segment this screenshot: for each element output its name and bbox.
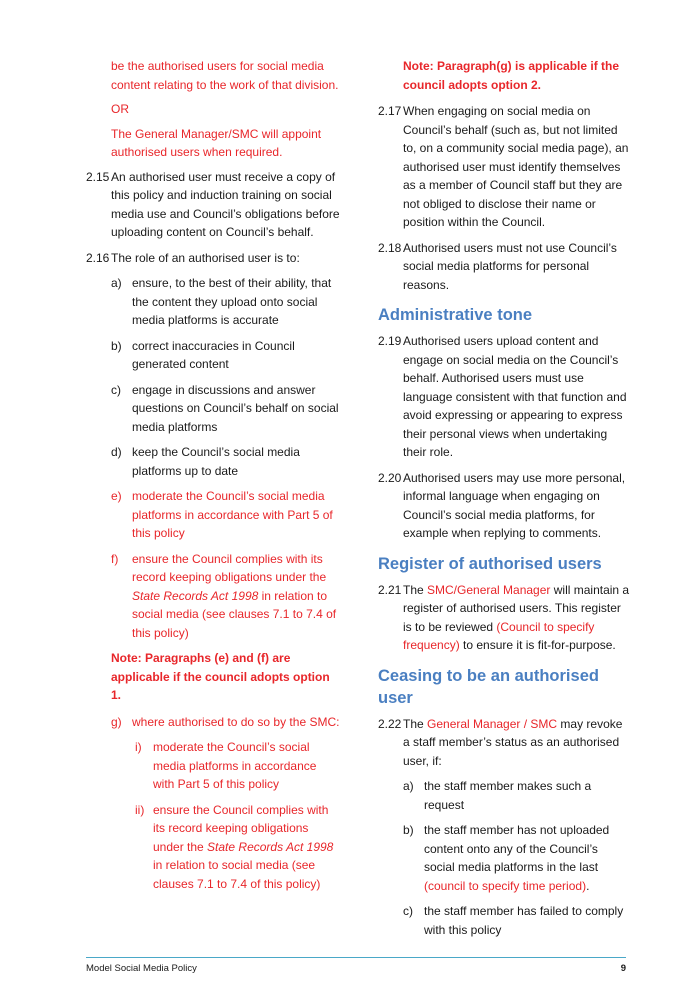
clause-2-15: [86, 168, 341, 242]
item-period-red: (council to specify time period): [424, 878, 587, 893]
clause-text: The role of an authorised user is to:: [111, 250, 300, 265]
page-number: 9: [620, 963, 626, 974]
clause-text: An authorised user must receive a copy of this policy and induction training on social media use and Council’s obligations before uploading content on Council’s behalf.: [111, 169, 340, 239]
item-text: ensure, to the best of their ability, that the content they upload onto social media platforms is accurate: [132, 276, 332, 327]
option-text-2: The General Manager/SMC will appoint authorised users when required.: [111, 126, 322, 159]
list-item-g: [86, 713, 341, 732]
option-text-continued: be the authorised users for social media content relating to the work of that division.: [111, 59, 339, 92]
item-text: moderate the Council’s social media platforms in accordance with Part 5 of this policy: [153, 740, 317, 791]
list-item-g-i: [86, 738, 341, 794]
clause-text: The: [403, 582, 428, 597]
item-text-end: .: [586, 878, 590, 893]
footer-title: Model Social Media Policy: [86, 963, 197, 974]
clause-frequency-red: (Council to specify frequency): [403, 619, 595, 652]
list-item-g-ii: [86, 801, 341, 894]
clause-number: 2.18: [378, 240, 402, 255]
clause-number: 2.15: [86, 169, 110, 184]
clause-number: 2.21: [378, 582, 402, 597]
item-text-end: in relation to social media (see clauses 7.1 to 7.4 of this policy): [132, 588, 337, 640]
clause-text: Authorised users may use more personal, informal language when engaging on Council’s social media platforms, for example when replying to comments.: [403, 470, 626, 540]
note-option-2: Note: Paragraph(g) is applicable if the council adopts option 2.: [403, 59, 620, 92]
list-item-c: [86, 381, 341, 437]
item-letter: a): [403, 779, 414, 793]
note-option-1: Note: Paragraphs (e) and (f) are applicable if the council adopts option 1.: [111, 651, 330, 702]
item-text: the staff member makes such a request: [424, 779, 592, 812]
act-title: State Records Act 1998: [132, 588, 259, 603]
clause-text-end: may revoke a staff member’s status as an authorised user, if:: [403, 716, 623, 768]
item-letter: i): [135, 740, 142, 754]
clause-text: The: [403, 716, 428, 731]
item-text-end: in relation to social media (see clauses 7.1 to 7.4 of this policy): [153, 858, 321, 891]
clause-text: Authorised users must not use Council’s social media platforms for personal reasons.: [403, 240, 617, 292]
clause-text: Authorised users upload content and engage on social media on the Council’s behalf. Authorised users must use language consistent with that function and avoid expressing or appearing to express their personal views when undertaking their role.: [403, 334, 627, 459]
clause-number: 2.20: [378, 470, 402, 485]
option-or: OR: [111, 102, 129, 116]
item-text: ensure the Council complies with its record keeping obligations under the: [153, 802, 329, 854]
list-item-f: [86, 550, 341, 643]
item-letter: f): [111, 551, 119, 566]
clause-text-mid: will maintain a register of authorised users. This register is to be reviewed: [403, 582, 630, 634]
right-column: [378, 57, 630, 946]
list-item-d: [86, 443, 341, 480]
clause-2-18: [378, 239, 630, 295]
clause-role-red: General Manager / SMC: [427, 716, 558, 731]
item-letter: c): [111, 382, 121, 397]
list-item-e: [86, 487, 341, 543]
item-letter: c): [403, 904, 413, 918]
ceasing-item-b: [378, 821, 630, 895]
clause-2-20: [378, 469, 630, 543]
item-text: engage in discussions and answer questions on Council’s behalf on social media platforms: [132, 382, 339, 434]
clause-role-red: SMC/General Manager: [427, 582, 551, 597]
item-letter: d): [111, 445, 122, 459]
item-letter: b): [403, 823, 414, 837]
left-column: [86, 57, 341, 900]
item-text: where authorised to do so by the SMC:: [132, 714, 340, 729]
heading-administrative-tone: Administrative tone: [378, 306, 533, 324]
item-text: the staff member has failed to comply with this policy: [424, 904, 624, 937]
item-letter: b): [111, 338, 122, 353]
clause-2-16: [86, 249, 341, 268]
clause-number: 2.17: [378, 104, 402, 118]
clause-text-end: to ensure it is fit-for-purpose.: [459, 638, 616, 652]
clause-number: 2.22: [378, 716, 402, 731]
clause-number: 2.16: [86, 250, 110, 265]
item-letter: e): [111, 489, 122, 503]
act-title: State Records Act 1998: [207, 839, 334, 854]
item-text: moderate the Council’s social media platforms in accordance with Part 5 of this policy: [132, 489, 333, 540]
ceasing-item-a: [378, 777, 630, 814]
clause-number: 2.19: [378, 334, 402, 348]
item-text: ensure the Council complies with its record keeping obligations under the: [132, 551, 327, 584]
clause-2-19: [378, 332, 630, 462]
item-letter: g): [111, 714, 122, 729]
clause-2-17: [378, 102, 630, 232]
list-item-a: [86, 274, 341, 330]
item-text: keep the Council’s social media platforms up to date: [132, 445, 300, 478]
clause-2-22: [378, 715, 630, 771]
clause-text: When engaging on social media on Council’s behalf (such as, but not limited to, on a community social media page), an authorised user must identify themselves as a member of Council staff but they are not obliged to disclose their name or position within the Council.: [403, 104, 629, 229]
list-item-b: [86, 337, 341, 374]
ceasing-item-c: [378, 902, 630, 939]
clause-2-21: [378, 581, 630, 655]
item-letter: a): [111, 276, 122, 290]
item-text: the staff member has not uploaded content onto any of the Council’s social media platforms in the last: [424, 823, 610, 874]
heading-ceasing: Ceasing to be an authorised user: [378, 666, 599, 707]
item-letter: ii): [135, 802, 145, 817]
footer-rule: [86, 957, 626, 958]
heading-register: Register of authorised users: [378, 554, 602, 573]
item-text: correct inaccuracies in Council generated content: [132, 338, 295, 371]
